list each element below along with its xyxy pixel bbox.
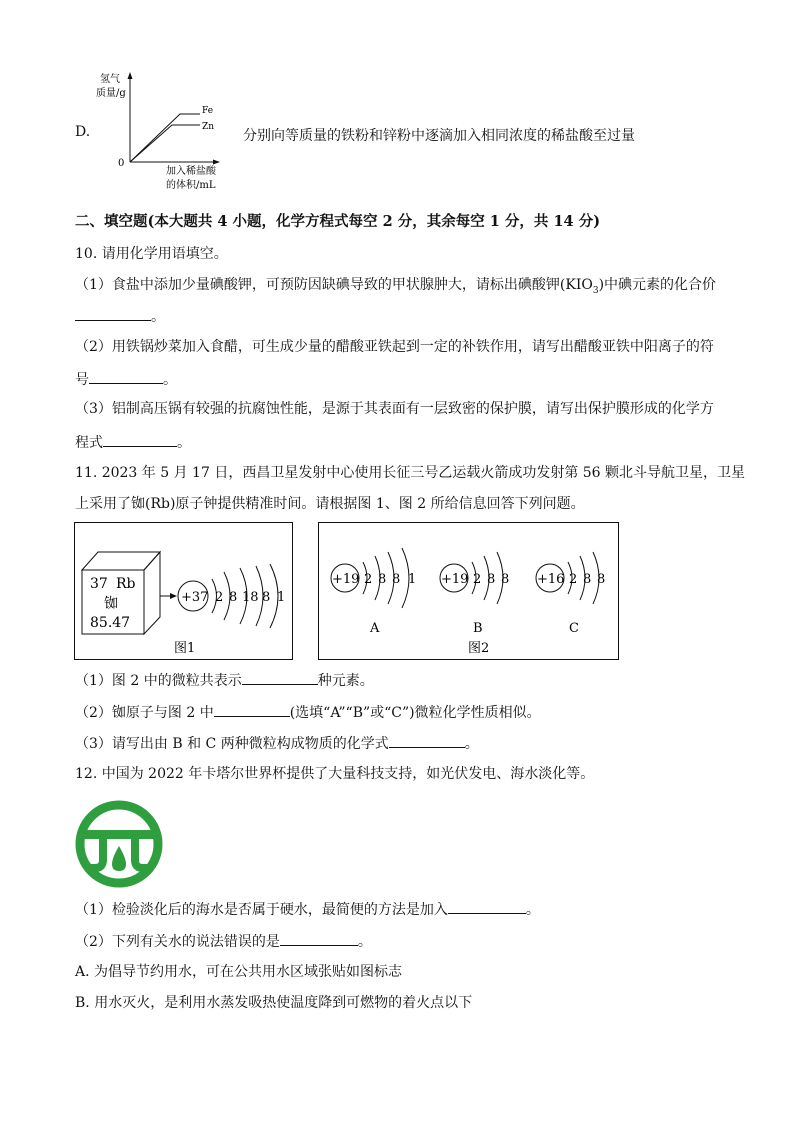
graph-label-fe: Fe — [202, 106, 214, 116]
q10-part1-answer — [75, 306, 165, 327]
q12-part1 — [75, 899, 540, 920]
q12-option-b: B. 用水灭火，是利用水蒸发吸热使温度降到可燃物的着火点以下 — [75, 995, 473, 1011]
atom-a-electrons: 2 — [364, 572, 373, 587]
figure-2-frame — [319, 523, 619, 660]
q10-answer2-blank[interactable] — [89, 369, 163, 384]
atom-a-electrons: 8 — [378, 572, 387, 587]
q10-part2-answer — [75, 369, 177, 390]
q11-part3 — [75, 733, 479, 754]
atom-c-charge: +16 — [537, 572, 565, 587]
atom-b-electrons: 2 — [473, 572, 482, 587]
option-d-text: 分别向等质量的铁粉和锌粉中逐滴加入相同浓度的稀盐酸至过量 — [243, 128, 635, 144]
rb-shell-electrons: 18 — [242, 590, 259, 605]
q10-part1-text: （1）食盐中添加少量碘酸钾，可预防因缺碘导致的甲状腺肿大，请标出碘酸钾(KIO — [75, 277, 593, 293]
q11-part3-text: （3）请写出由 B 和 C 两种微粒构成物质的化学式 — [75, 736, 389, 752]
q11-part3-end: 。 — [464, 736, 479, 752]
q11-part2 — [75, 702, 541, 723]
q12-answer2-blank[interactable] — [280, 931, 358, 946]
q12-option-a: A. 为倡导节约用水，可在公共用水区域张贴如图标志 — [75, 964, 403, 980]
q11-part1-text: （1）图 2 中的微粒共表示 — [75, 673, 242, 689]
q12-stem: 12. 中国为 2022 年卡塔尔世界杯提供了大量科技支持，如光伏发电、海水淡化等。 — [75, 766, 595, 782]
atom-a-label: A — [370, 621, 380, 636]
q10-part1-text-b: )中碘元素的化合价 — [598, 277, 717, 293]
atom-b-electrons: 8 — [501, 572, 510, 587]
atom-c-label: C — [569, 621, 579, 636]
atom-c-electrons: 2 — [569, 572, 578, 587]
graph-x-label-2: 的体积/mL — [166, 180, 216, 191]
q10-part1 — [75, 275, 716, 301]
graph-y-label-2: 质量/g — [96, 88, 126, 99]
element-box-side — [144, 552, 160, 634]
graph-line-fe — [130, 114, 200, 162]
q12-answer1-blank[interactable] — [448, 899, 526, 914]
q10-stem: 10. 请用化学用语填空。 — [75, 246, 228, 262]
q11-answer1-blank[interactable] — [242, 670, 318, 685]
graph-y-arrow — [128, 72, 133, 79]
option-d-graph — [88, 70, 228, 195]
q10-answer3-blank[interactable] — [103, 432, 177, 447]
q11-answer2-blank[interactable] — [214, 702, 290, 717]
q11-part2-end: (选填“A”“B”或“C”)微粒化学性质相似。 — [289, 705, 541, 721]
figure-1-caption: 图1 — [174, 641, 196, 656]
q10-part2: （2）用铁锅炒菜加入食醋，可生成少量的醋酸亚铁起到一定的补铁作用，请写出醋酸亚铁中阳离子的符 — [75, 339, 714, 355]
figure-2-caption: 图2 — [468, 641, 490, 656]
element-mass: 85.47 — [90, 615, 131, 631]
q12-part2-text: （2）下列有关水的说法错误的是 — [75, 934, 280, 950]
q12-part2-end: 。 — [357, 934, 372, 950]
graph-line-zn — [130, 125, 200, 162]
element-symbol: Rb — [116, 576, 136, 592]
figure-1 — [74, 522, 294, 662]
atom-a-electrons: 8 — [392, 572, 401, 587]
q11-part1 — [75, 670, 374, 691]
option-d-letter: D. — [75, 124, 91, 140]
atom-b-charge: +19 — [441, 572, 469, 587]
rb-shell-electrons: 1 — [277, 590, 286, 605]
q10-part3-end: 。 — [177, 435, 191, 451]
q11-part2-text: （2）铷原子与图 2 中 — [75, 705, 214, 721]
section-title: 二、填空题(本大题共 4 小题，化学方程式每空 2 分，其余每空 1 分，共 14 分) — [75, 213, 601, 230]
element-box-top — [82, 552, 160, 570]
graph-x-label-1: 加入稀盐酸 — [166, 166, 216, 177]
water-saving-logo-icon — [73, 798, 165, 890]
logo-drop — [112, 846, 126, 871]
rb-nucleus-charge: +37 — [181, 590, 209, 605]
q11-stem-b: 上采用了铷(Rb)原子钟提供精准时间。请根据图 1、图 2 所给信息回答下列问题。 — [75, 496, 585, 512]
q11-stem-a: 11. 2023 年 5 月 17 日，西昌卫星发射中心使用长征三号乙运载火箭成功发射第 56 颗北斗导航卫星，卫星 — [75, 465, 746, 481]
atom-b-label: B — [473, 621, 483, 636]
q11-part1-end: 种元素。 — [317, 673, 374, 689]
q10-part3: （3）铝制高压锅有较强的抗腐蚀性能，是源于其表面有一层致密的保护膜，请写出保护膜形成的化学方 — [75, 401, 714, 417]
rb-shell-electrons: 2 — [215, 590, 224, 605]
element-name: 铷 — [104, 596, 118, 612]
atom-c-electrons: 8 — [597, 572, 606, 587]
element-number: 37 — [90, 576, 108, 592]
atom-a-electrons: 1 — [408, 572, 417, 587]
q12-part2 — [75, 931, 372, 952]
graph-label-zn: Zn — [202, 122, 215, 132]
rb-shell-electrons: 8 — [262, 590, 271, 605]
q12-part1-end: 。 — [525, 902, 540, 918]
q11-answer3-blank[interactable] — [389, 733, 465, 748]
q10-part2-text: 号 — [75, 372, 89, 388]
graph-origin: 0 — [118, 158, 125, 169]
q10-part3-answer — [75, 432, 191, 453]
graph-x-arrow — [213, 160, 220, 165]
atom-c-electrons: 8 — [583, 572, 592, 587]
q10-part1-sub: 3 — [592, 285, 599, 296]
atom-b-electrons: 8 — [487, 572, 496, 587]
q12-part1-text: （1）检验淡化后的海水是否属于硬水，最简便的方法是加入 — [75, 902, 448, 918]
figure-2 — [318, 522, 620, 662]
q10-part1-end: 。 — [151, 309, 165, 325]
figure-1-arrowhead — [170, 593, 177, 599]
q10-answer1-blank[interactable] — [75, 306, 151, 321]
q10-part2-end: 。 — [163, 372, 177, 388]
rb-shell-electrons: 8 — [229, 590, 238, 605]
q10-part3-text: 程式 — [75, 435, 103, 451]
atom-a-charge: +19 — [332, 572, 360, 587]
graph-y-label-1: 氢气 — [100, 74, 120, 85]
logo-bar — [80, 830, 158, 839]
